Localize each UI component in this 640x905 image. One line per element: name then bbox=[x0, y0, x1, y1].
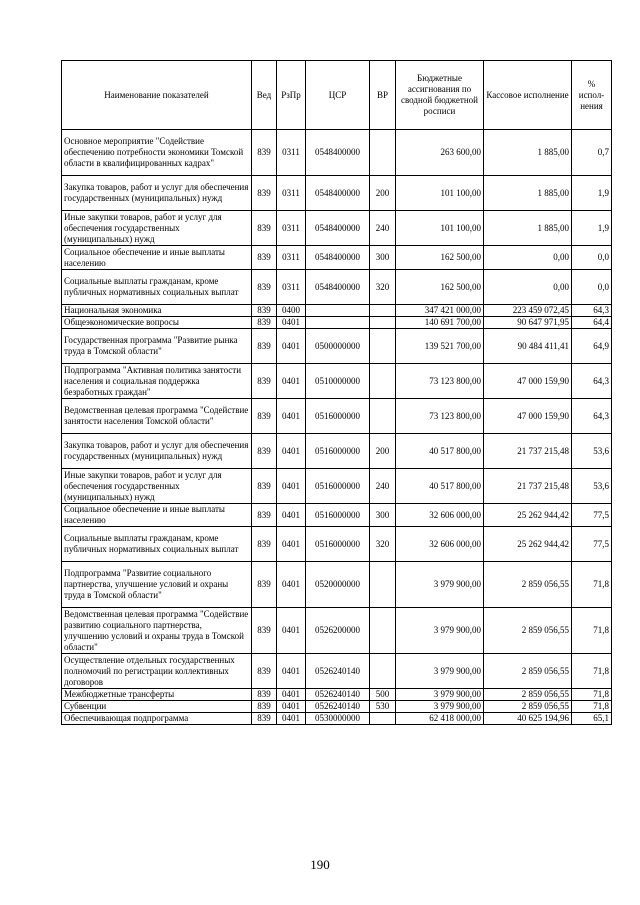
cell-name: Основное мероприятие "Содействие обеспечению потребности экономики Томской области в квалифицированных кадрах" bbox=[62, 130, 252, 176]
cell-vr: 500 bbox=[370, 689, 396, 701]
cell-rzpr: 0401 bbox=[277, 562, 306, 608]
cell-vr bbox=[370, 654, 396, 689]
cell-vr: 530 bbox=[370, 701, 396, 713]
cell-vr: 240 bbox=[370, 211, 396, 246]
cell-pct: 64,3 bbox=[572, 364, 612, 399]
cell-ved: 839 bbox=[252, 608, 277, 654]
cell-name: Межбюджетные трансферты bbox=[62, 689, 252, 701]
cell-vr bbox=[370, 305, 396, 317]
cell-pct: 71,8 bbox=[572, 608, 612, 654]
cell-rzpr: 0311 bbox=[277, 130, 306, 176]
cell-name: Субвенции bbox=[62, 701, 252, 713]
table-row bbox=[62, 689, 612, 701]
cell-rzpr: 0401 bbox=[277, 434, 306, 469]
cell-csr: 0548400000 bbox=[306, 130, 370, 176]
cell-assigned: 139 521 700,00 bbox=[396, 329, 484, 364]
cell-ved: 839 bbox=[252, 176, 277, 211]
cell-assigned: 162 500,00 bbox=[396, 246, 484, 270]
cell-cash: 0,00 bbox=[484, 246, 572, 270]
cell-assigned: 73 123 800,00 bbox=[396, 399, 484, 434]
cell-vr bbox=[370, 713, 396, 725]
cell-name: Обеспечивающая подпрограмма bbox=[62, 713, 252, 725]
cell-vr bbox=[370, 329, 396, 364]
header-csr: ЦСР bbox=[306, 61, 370, 130]
cell-name: Подпрограмма "Активная политика занятости населения и социальная поддержка безработных граждан" bbox=[62, 364, 252, 399]
cell-cash: 1 885,00 bbox=[484, 130, 572, 176]
cell-csr: 0548400000 bbox=[306, 211, 370, 246]
cell-csr: 0510000000 bbox=[306, 364, 370, 399]
cell-csr: 0548400000 bbox=[306, 246, 370, 270]
cell-pct: 71,8 bbox=[572, 654, 612, 689]
cell-csr: 0500000000 bbox=[306, 329, 370, 364]
cell-ved: 839 bbox=[252, 654, 277, 689]
cell-csr: 0520000000 bbox=[306, 562, 370, 608]
cell-assigned: 263 600,00 bbox=[396, 130, 484, 176]
cell-pct: 53,6 bbox=[572, 434, 612, 469]
cell-assigned: 347 421 000,00 bbox=[396, 305, 484, 317]
cell-cash: 2 859 056,55 bbox=[484, 608, 572, 654]
cell-assigned: 3 979 900,00 bbox=[396, 608, 484, 654]
cell-name: Осуществление отдельных государственных полномочий по регистрации коллективных договоров bbox=[62, 654, 252, 689]
cell-cash: 21 737 215,48 bbox=[484, 434, 572, 469]
cell-vr bbox=[370, 130, 396, 176]
cell-cash: 25 262 944,42 bbox=[484, 504, 572, 527]
cell-vr bbox=[370, 562, 396, 608]
table-row bbox=[62, 608, 612, 654]
table-row bbox=[62, 399, 612, 434]
cell-rzpr: 0400 bbox=[277, 305, 306, 317]
table-row bbox=[62, 305, 612, 317]
table-row bbox=[62, 246, 612, 270]
table-row bbox=[62, 504, 612, 527]
header-vr: ВР bbox=[370, 61, 396, 130]
cell-assigned: 162 500,00 bbox=[396, 270, 484, 305]
cell-ved: 839 bbox=[252, 434, 277, 469]
cell-ved: 839 bbox=[252, 211, 277, 246]
cell-csr: 0516000000 bbox=[306, 469, 370, 504]
cell-rzpr: 0401 bbox=[277, 713, 306, 725]
cell-pct: 1,9 bbox=[572, 211, 612, 246]
table-row bbox=[62, 701, 612, 713]
cell-assigned: 3 979 900,00 bbox=[396, 654, 484, 689]
table-row bbox=[62, 469, 612, 504]
cell-csr: 0526240140 bbox=[306, 689, 370, 701]
cell-vr bbox=[370, 364, 396, 399]
cell-cash: 1 885,00 bbox=[484, 176, 572, 211]
cell-name: Иные закупки товаров, работ и услуг для обеспечения государственных (муниципальных) нужд bbox=[62, 469, 252, 504]
cell-csr bbox=[306, 317, 370, 329]
cell-pct: 0,0 bbox=[572, 246, 612, 270]
table-row bbox=[62, 317, 612, 329]
cell-cash: 47 000 159,90 bbox=[484, 399, 572, 434]
cell-rzpr: 0401 bbox=[277, 689, 306, 701]
cell-rzpr: 0401 bbox=[277, 329, 306, 364]
cell-name: Ведомственная целевая программа "Содействие развитию социального партнерства, улучшению условий и охраны труда в Томской области" bbox=[62, 608, 252, 654]
cell-rzpr: 0311 bbox=[277, 211, 306, 246]
cell-rzpr: 0401 bbox=[277, 469, 306, 504]
cell-vr: 200 bbox=[370, 176, 396, 211]
cell-ved: 839 bbox=[252, 270, 277, 305]
cell-vr bbox=[370, 317, 396, 329]
cell-pct: 1,9 bbox=[572, 176, 612, 211]
cell-pct: 71,8 bbox=[572, 701, 612, 713]
cell-cash: 1 885,00 bbox=[484, 211, 572, 246]
cell-assigned: 3 979 900,00 bbox=[396, 689, 484, 701]
cell-rzpr: 0311 bbox=[277, 176, 306, 211]
cell-name: Социальное обеспечение и иные выплаты населению bbox=[62, 246, 252, 270]
cell-cash: 25 262 944,42 bbox=[484, 527, 572, 562]
cell-vr: 320 bbox=[370, 527, 396, 562]
cell-ved: 839 bbox=[252, 527, 277, 562]
cell-cash: 21 737 215,48 bbox=[484, 469, 572, 504]
cell-cash: 2 859 056,55 bbox=[484, 562, 572, 608]
header-ved: Вед bbox=[252, 61, 277, 130]
cell-cash: 2 859 056,55 bbox=[484, 701, 572, 713]
cell-name: Общеэкономические вопросы bbox=[62, 317, 252, 329]
table-row bbox=[62, 654, 612, 689]
cell-rzpr: 0401 bbox=[277, 527, 306, 562]
cell-csr: 0548400000 bbox=[306, 176, 370, 211]
cell-name: Подпрограмма "Развитие социального партнерства, улучшение условий и охраны труда в Томской области" bbox=[62, 562, 252, 608]
cell-ved: 839 bbox=[252, 701, 277, 713]
cell-ved: 839 bbox=[252, 562, 277, 608]
cell-vr bbox=[370, 399, 396, 434]
cell-assigned: 62 418 000,00 bbox=[396, 713, 484, 725]
cell-rzpr: 0401 bbox=[277, 654, 306, 689]
cell-vr: 300 bbox=[370, 504, 396, 527]
cell-csr: 0516000000 bbox=[306, 399, 370, 434]
cell-pct: 71,8 bbox=[572, 562, 612, 608]
cell-pct: 64,3 bbox=[572, 305, 612, 317]
cell-ved: 839 bbox=[252, 713, 277, 725]
cell-rzpr: 0311 bbox=[277, 270, 306, 305]
cell-pct: 53,6 bbox=[572, 469, 612, 504]
cell-assigned: 32 606 000,00 bbox=[396, 527, 484, 562]
cell-cash: 2 859 056,55 bbox=[484, 654, 572, 689]
cell-cash: 40 625 194,96 bbox=[484, 713, 572, 725]
cell-rzpr: 0401 bbox=[277, 364, 306, 399]
cell-pct: 64,4 bbox=[572, 317, 612, 329]
header-pct: % испол-нения bbox=[572, 61, 612, 130]
header-rzpr: РзПр bbox=[277, 61, 306, 130]
table-row bbox=[62, 562, 612, 608]
cell-ved: 839 bbox=[252, 689, 277, 701]
cell-pct: 77,5 bbox=[572, 527, 612, 562]
cell-name: Иные закупки товаров, работ и услуг для обеспечения государственных (муниципальных) нужд bbox=[62, 211, 252, 246]
cell-rzpr: 0401 bbox=[277, 701, 306, 713]
cell-ved: 839 bbox=[252, 364, 277, 399]
cell-pct: 65,1 bbox=[572, 713, 612, 725]
cell-cash: 2 859 056,55 bbox=[484, 689, 572, 701]
cell-name: Социальные выплаты гражданам, кроме публичных нормативных социальных выплат bbox=[62, 527, 252, 562]
header-assigned: Бюджетные ассигнования по сводной бюджетной росписи bbox=[396, 61, 484, 130]
page-number: 190 bbox=[310, 857, 330, 872]
table-row bbox=[62, 211, 612, 246]
cell-ved: 839 bbox=[252, 317, 277, 329]
cell-csr: 0526200000 bbox=[306, 608, 370, 654]
cell-assigned: 101 100,00 bbox=[396, 176, 484, 211]
header-name: Наименование показателей bbox=[62, 61, 252, 130]
cell-name: Национальная экономика bbox=[62, 305, 252, 317]
cell-cash: 0,00 bbox=[484, 270, 572, 305]
cell-assigned: 32 606 000,00 bbox=[396, 504, 484, 527]
cell-pct: 77,5 bbox=[572, 504, 612, 527]
cell-csr: 0526240140 bbox=[306, 701, 370, 713]
cell-assigned: 73 123 800,00 bbox=[396, 364, 484, 399]
cell-ved: 839 bbox=[252, 504, 277, 527]
cell-vr: 300 bbox=[370, 246, 396, 270]
cell-rzpr: 0311 bbox=[277, 246, 306, 270]
cell-assigned: 3 979 900,00 bbox=[396, 701, 484, 713]
cell-ved: 839 bbox=[252, 305, 277, 317]
cell-name: Государственная программа "Развитие рынка труда в Томской области" bbox=[62, 329, 252, 364]
cell-csr bbox=[306, 305, 370, 317]
cell-csr: 0516000000 bbox=[306, 504, 370, 527]
cell-cash: 90 647 971,95 bbox=[484, 317, 572, 329]
cell-pct: 71,8 bbox=[572, 689, 612, 701]
cell-rzpr: 0401 bbox=[277, 399, 306, 434]
cell-pct: 64,3 bbox=[572, 399, 612, 434]
table-row bbox=[62, 130, 612, 176]
cell-pct: 0,0 bbox=[572, 270, 612, 305]
cell-vr: 320 bbox=[370, 270, 396, 305]
cell-assigned: 40 517 800,00 bbox=[396, 434, 484, 469]
cell-assigned: 101 100,00 bbox=[396, 211, 484, 246]
cell-pct: 0,7 bbox=[572, 130, 612, 176]
cell-ved: 839 bbox=[252, 399, 277, 434]
cell-rzpr: 0401 bbox=[277, 317, 306, 329]
table-row bbox=[62, 329, 612, 364]
cell-ved: 839 bbox=[252, 130, 277, 176]
table-row bbox=[62, 270, 612, 305]
cell-name: Ведомственная целевая программа "Содействие занятости населения Томской области" bbox=[62, 399, 252, 434]
cell-pct: 64,9 bbox=[572, 329, 612, 364]
cell-cash: 90 484 411,41 bbox=[484, 329, 572, 364]
cell-name: Закупка товаров, работ и услуг для обеспечения государственных (муниципальных) нужд bbox=[62, 176, 252, 211]
cell-assigned: 40 517 800,00 bbox=[396, 469, 484, 504]
cell-assigned: 140 691 700,00 bbox=[396, 317, 484, 329]
cell-ved: 839 bbox=[252, 246, 277, 270]
table-row bbox=[62, 713, 612, 725]
cell-name: Закупка товаров, работ и услуг для обеспечения государственных (муниципальных) нужд bbox=[62, 434, 252, 469]
cell-csr: 0530000000 bbox=[306, 713, 370, 725]
cell-name: Социальное обеспечение и иные выплаты населению bbox=[62, 504, 252, 527]
table-row bbox=[62, 434, 612, 469]
cell-rzpr: 0401 bbox=[277, 504, 306, 527]
cell-assigned: 3 979 900,00 bbox=[396, 562, 484, 608]
cell-csr: 0526240140 bbox=[306, 654, 370, 689]
budget-table bbox=[61, 60, 612, 725]
table-row bbox=[62, 364, 612, 399]
table-row bbox=[62, 527, 612, 562]
cell-cash: 47 000 159,90 bbox=[484, 364, 572, 399]
cell-vr bbox=[370, 608, 396, 654]
cell-vr: 240 bbox=[370, 469, 396, 504]
cell-vr: 200 bbox=[370, 434, 396, 469]
header-cash: Кассовое исполнение bbox=[484, 61, 572, 130]
cell-csr: 0516000000 bbox=[306, 527, 370, 562]
cell-ved: 839 bbox=[252, 329, 277, 364]
cell-csr: 0548400000 bbox=[306, 270, 370, 305]
cell-csr: 0516000000 bbox=[306, 434, 370, 469]
header-row bbox=[62, 61, 612, 130]
cell-cash: 223 459 072,45 bbox=[484, 305, 572, 317]
cell-rzpr: 0401 bbox=[277, 608, 306, 654]
table-row bbox=[62, 176, 612, 211]
cell-ved: 839 bbox=[252, 469, 277, 504]
table-body bbox=[62, 130, 612, 725]
cell-name: Социальные выплаты гражданам, кроме публичных нормативных социальных выплат bbox=[62, 270, 252, 305]
